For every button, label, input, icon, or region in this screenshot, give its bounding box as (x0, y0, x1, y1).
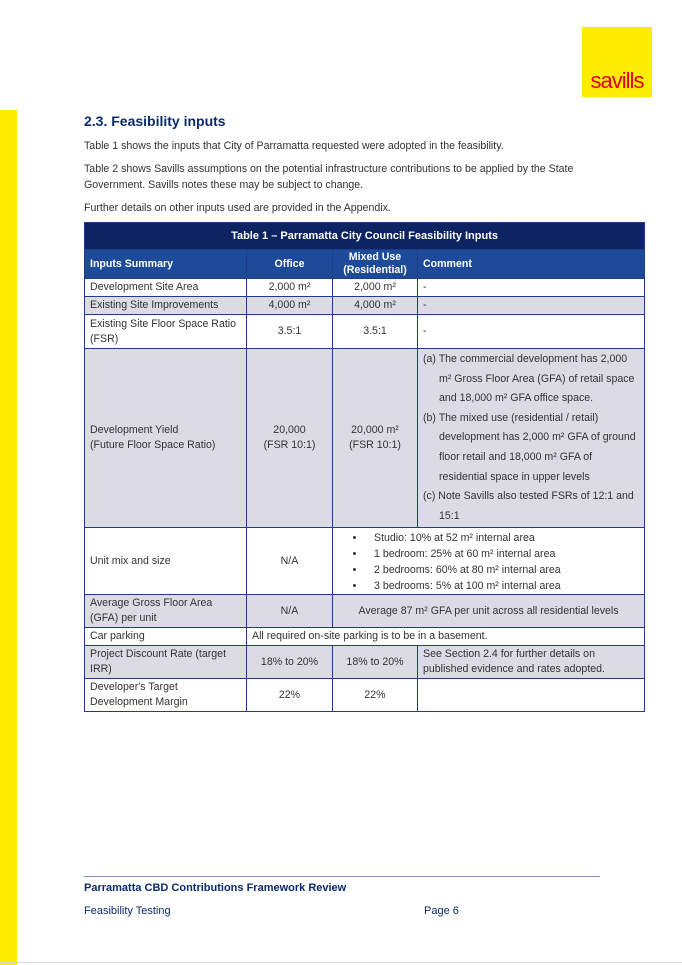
yield-label: Development Yield (90, 424, 179, 437)
list-item: (c) Note Savills also tested FSRs of 12:1 and 15:1 (423, 490, 634, 522)
office-value: 22% (247, 679, 333, 712)
header-comment: Comment (418, 250, 645, 279)
footer-section: Feasibility Testing (84, 905, 171, 917)
page-number: Page 6 (424, 905, 459, 917)
comment-value (418, 679, 645, 712)
office-value: N/A (247, 595, 333, 628)
intro-paragraph-3: Further details on other inputs used are provided in the Appendix. (84, 202, 391, 214)
logo-text: savills (590, 68, 644, 93)
avg-gfa-value: Average 87 m² GFA per unit across all residential levels (333, 595, 645, 628)
unit-mix-value (333, 528, 645, 595)
row-label: Existing Site Improvements (85, 297, 247, 315)
yield-office-fsr: (FSR 10:1) (263, 439, 316, 452)
row-label (85, 349, 247, 528)
list-item: • Studio: 10% at 52 m² internal area (366, 530, 639, 546)
row-label: Car parking (85, 628, 247, 646)
table-row-site-area (85, 279, 645, 297)
header-mixed-use: Mixed Use (Residential) (333, 250, 418, 279)
footer-title: Parramatta CBD Contributions Framework Review (84, 882, 347, 894)
table-title-row (85, 223, 645, 250)
yield-comment-list (423, 350, 639, 526)
row-label: Project Discount Rate (target IRR) (85, 646, 247, 679)
row-label: Average Gross Floor Area (GFA) per unit (85, 595, 247, 628)
list-item: • 1 bedroom: 25% at 60 m² internal area (366, 546, 639, 562)
office-value (247, 349, 333, 528)
yellow-side-bar (0, 110, 17, 965)
mixed-value: 3.5:1 (333, 315, 418, 349)
comment-value: See Section 2.4 for further details on published evidence and rates adopted. (418, 646, 645, 679)
list-item: (a) The commercial development has 2,000 m² Gross Floor Area (GFA) of retail space and 18,000 m² GFA office space. (423, 353, 635, 405)
table-header-row (85, 250, 645, 279)
header-office: Office (247, 250, 333, 279)
list-item: • 2 bedrooms: 60% at 80 m² internal area (366, 562, 639, 578)
comment-value (418, 349, 645, 528)
table-row-parking (85, 628, 645, 646)
row-label: Existing Site Floor Space Ratio (FSR) (85, 315, 247, 349)
table-row-fsr (85, 315, 645, 349)
header-inputs-summary: Inputs Summary (85, 250, 247, 279)
table-row-yield (85, 349, 645, 528)
list-item: • 3 bedrooms: 5% at 100 m² internal area (366, 578, 639, 594)
comment-value: - (418, 297, 645, 315)
comment-value: - (418, 279, 645, 297)
mixed-value: 2,000 m² (333, 279, 418, 297)
office-value: 3.5:1 (247, 315, 333, 349)
list-item: (b) The mixed use (residential / retail) development has 2,000 m² GFA of ground floor retail and 18,000 m² GFA of residential space in upper levels (423, 411, 636, 483)
table-row-improvements (85, 297, 645, 315)
table-row-margin (85, 679, 645, 712)
feasibility-inputs-table (84, 222, 645, 712)
office-value: N/A (247, 528, 333, 595)
mixed-value: 4,000 m² (333, 297, 418, 315)
savills-logo (582, 27, 652, 97)
yield-sublabel: (Future Floor Space Ratio) (90, 439, 216, 452)
parking-value: All required on-site parking is to be in a basement. (247, 628, 645, 646)
table-row-avg-gfa (85, 595, 645, 628)
mixed-value: 22% (333, 679, 418, 712)
unit-mix-list (338, 530, 639, 594)
mixed-value (333, 349, 418, 528)
footer-divider (84, 876, 600, 877)
comment-value: - (418, 315, 645, 349)
table-title: Table 1 – Parramatta City Council Feasibility Inputs (85, 223, 645, 250)
intro-paragraph-2: Table 2 shows Savills assumptions on the potential infrastructure contributions to be applied by the State Government. Savills notes these may be subject to change. (84, 163, 574, 191)
section-heading: 2.3. Feasibility inputs (84, 113, 226, 129)
office-value: 18% to 20% (247, 646, 333, 679)
table-row-discount (85, 646, 645, 679)
page-bottom-rule (0, 962, 682, 963)
yield-mixed: 20,000 m² (351, 424, 399, 437)
office-value: 4,000 m² (247, 297, 333, 315)
office-value: 2,000 m² (247, 279, 333, 297)
row-label: Unit mix and size (85, 528, 247, 595)
row-label: Developer's Target Development Margin (85, 679, 247, 712)
intro-paragraph-1: Table 1 shows the inputs that City of Parramatta requested were adopted in the feasibility. (84, 140, 504, 152)
row-label: Development Site Area (85, 279, 247, 297)
yield-mixed-fsr: (FSR 10:1) (349, 439, 401, 452)
table-row-unit-mix (85, 528, 645, 595)
mixed-value: 18% to 20% (333, 646, 418, 679)
yield-office: 20,000 (273, 424, 306, 437)
